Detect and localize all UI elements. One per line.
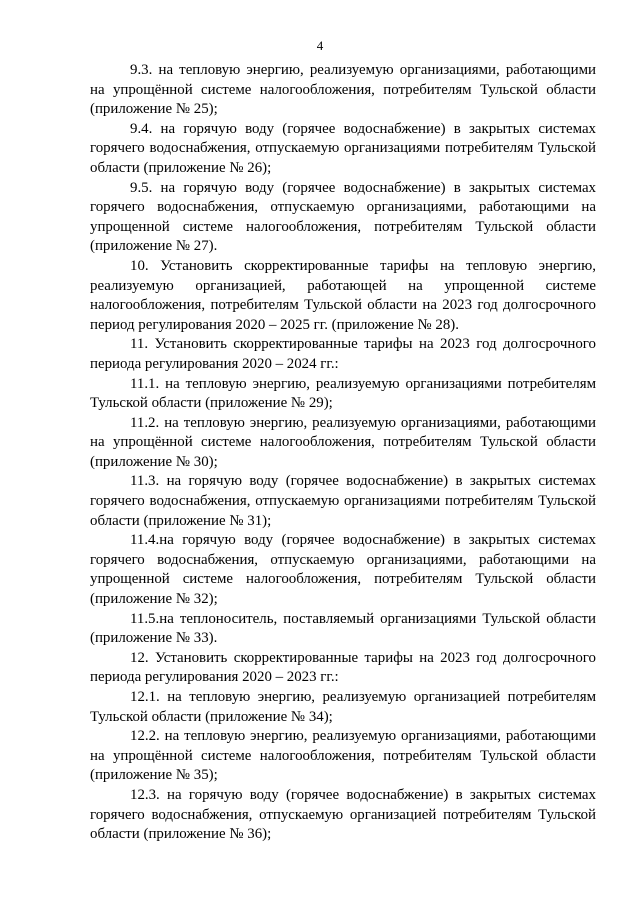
paragraph-9-5: 9.5. на горячую воду (горячее водоснабжение) в закрытых системах горячего водоснабжения, отпускаемую организациями, работающими на упрощенной системе налогообложения, потребителям Тульской области (приложение № 27). bbox=[90, 179, 596, 255]
paragraph-12: 12. Установить скорректированные тарифы на 2023 год долгосрочного периода регулирования 2020 – 2023 гг.: bbox=[90, 649, 596, 686]
paragraph-11-4: 11.4.на горячую воду (горячее водоснабжение) в закрытых системах горячего водоснабжения, отпускаемую организациями, работающими на упрощенной системе налогообложения, потребителям Тульской области (приложение № 32); bbox=[90, 532, 596, 608]
paragraph-11-2: 11.2. на тепловую энергию, реализуемую организациями, работающими на упрощённой системе налогообложения, потребителям Тульской области (приложение № 30); bbox=[90, 414, 596, 470]
paragraph-12-2: 12.2. на тепловую энергию, реализуемую организациями, работающими на упрощённой системе налогообложения, потребителям Тульской области (приложение № 35); bbox=[90, 728, 596, 784]
paragraph-11-1: 11.1. на тепловую энергию, реализуемую организациями потребителям Тульской области (приложение № 29); bbox=[90, 375, 596, 412]
paragraph-11: 11. Установить скорректированные тарифы на 2023 год долгосрочного периода регулирования 2020 – 2024 гг.: bbox=[90, 336, 596, 372]
document-body bbox=[90, 61, 596, 845]
page-number: 4 bbox=[316, 38, 324, 53]
paragraph-9-3: 9.3. на тепловую энергию, реализуемую организациями, работающими на упрощённой системе налогообложения, потребителям Тульской области (приложение № 25); bbox=[90, 62, 596, 118]
paragraph-11-5: 11.5.на теплоноситель, поставляемый организациями Тульской области (приложение № 33). bbox=[90, 610, 596, 647]
paragraph-12-1: 12.1. на тепловую энергию, реализуемую организацией потребителям Тульской области (приложение № 34); bbox=[90, 689, 596, 725]
paragraph-10: 10. Установить скорректированные тарифы на тепловую энергию, реализуемую организацией, работающей на упрощенной системе налогообложения, потребителям Тульской области на 2023 год долгосрочного период регулирования 2020 – 2025 гг. (приложение № 28). bbox=[90, 257, 596, 333]
paragraph-12-3: 12.3. на горячую воду (горячее водоснабжение) в закрытых системах горячего водоснабжения, отпускаемую организацией потребителям Тульской области (приложение № 36); bbox=[90, 786, 596, 843]
paragraph-11-3: 11.3. на горячую воду (горячее водоснабжение) в закрытых системах горячего водоснабжения, отпускаемую организациями потребителям Тульской области (приложение № 31); bbox=[90, 473, 596, 529]
paragraph-9-4: 9.4. на горячую воду (горячее водоснабжение) в закрытых системах горячего водоснабжения, отпускаемую организациями потребителям Тульской области (приложение № 26); bbox=[90, 120, 596, 176]
